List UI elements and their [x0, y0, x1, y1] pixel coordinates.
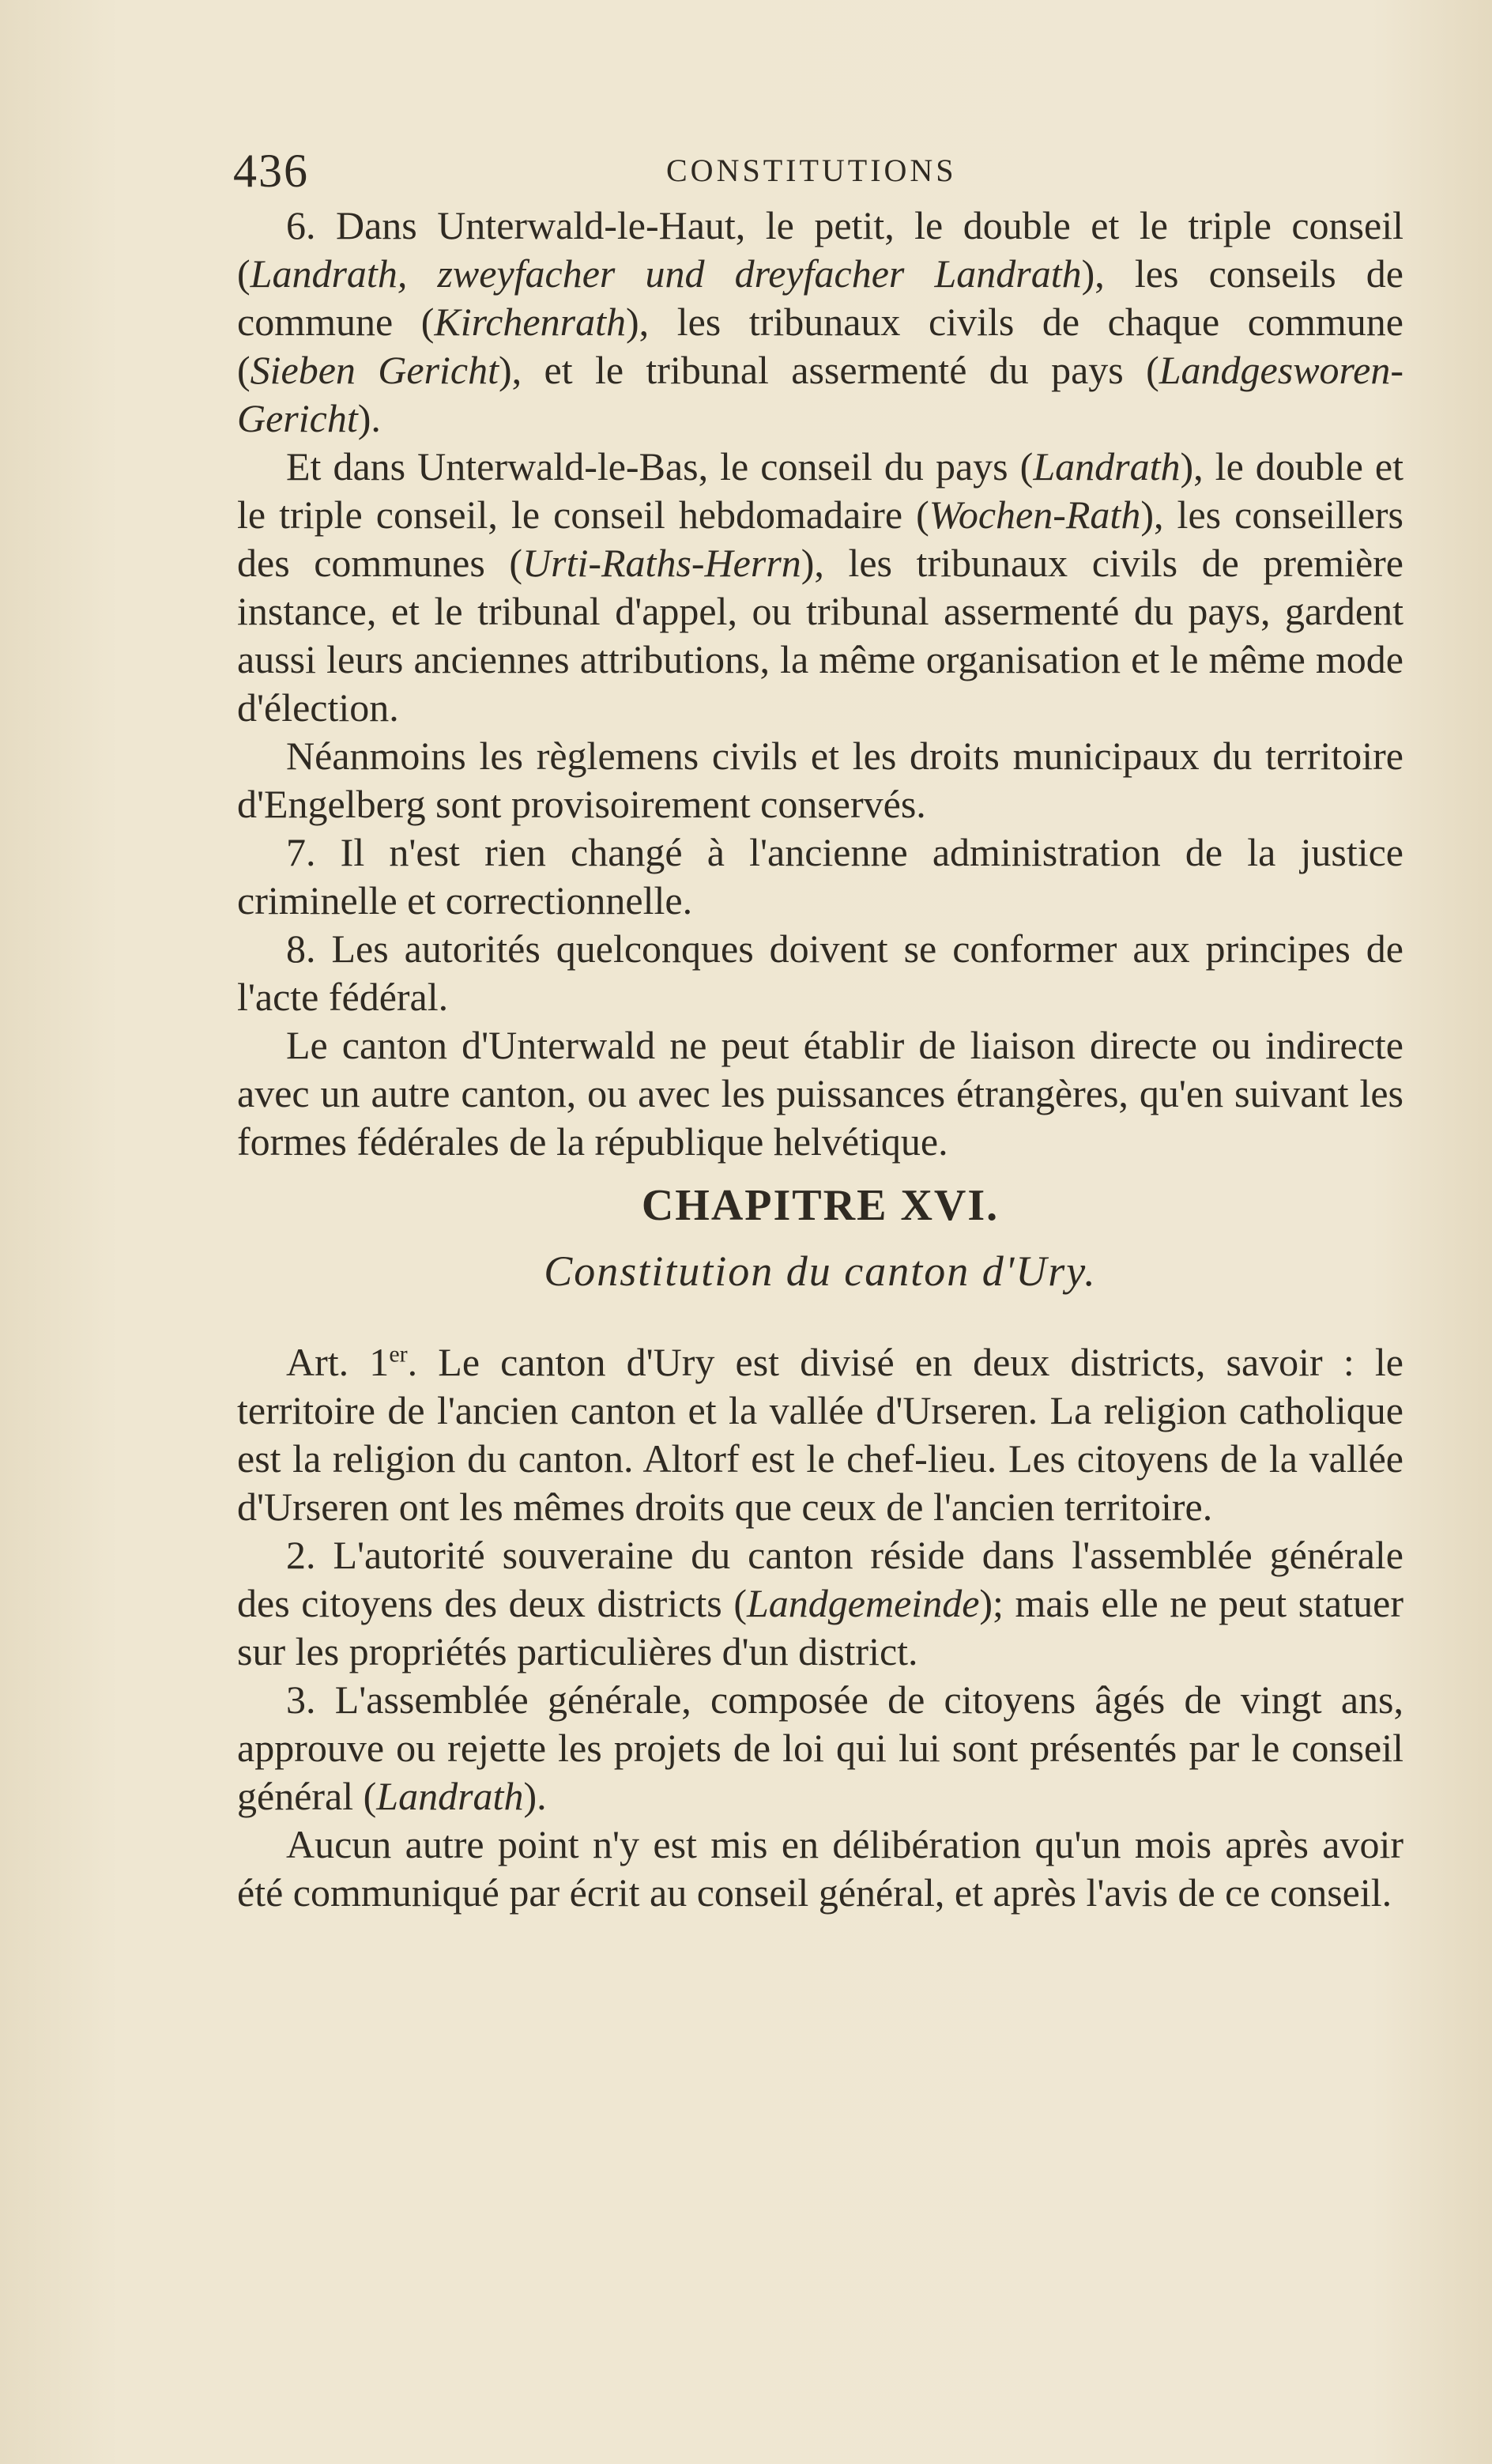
article-label: Art. 1: [286, 1340, 390, 1384]
italic-term: Landrath: [1033, 444, 1181, 489]
paragraph-canton-liaison: Le canton d'Unterwald ne peut établir de liaison directe ou indirecte avec un autre canton, ou avec les puissances étrangères, qu'en suivant les formes fédérales de la république helvétique.: [237, 1023, 1403, 1164]
page-header: [233, 139, 1403, 202]
running-head: CONSTITUTIONS: [666, 153, 957, 188]
paragraph-unterwald-le-bas: [237, 443, 1403, 732]
page-number: 436: [233, 145, 309, 197]
chapter-subtitle: Constitution du canton d'Ury.: [544, 1247, 1097, 1295]
italic-term: Wochen-Rath: [929, 492, 1141, 537]
italic-term: Landgemeinde: [747, 1581, 980, 1625]
paragraph-aucun-autre-point: Aucun autre point n'y est mis en délibération qu'un mois après avoir été communiqué par écrit au conseil général, et après l'avis de ce conseil.: [237, 1822, 1403, 1915]
italic-term: Sieben Gericht: [250, 348, 499, 392]
italic-term: Urti-Raths-Herrn: [522, 541, 801, 585]
text-run: ), les tribunaux civils de chaque commune (: [237, 300, 1403, 392]
text-run: ), et le tribunal assermenté du pays (: [499, 348, 1159, 392]
paragraph-article-7: 7. Il n'est rien changé à l'ancienne administration de la justice criminelle et correctionnelle.: [237, 830, 1403, 923]
paragraph-article-1: [237, 1338, 1403, 1531]
paragraph-article-6: [237, 202, 1403, 443]
paragraph-article-3: [237, 1676, 1403, 1821]
text-run: . Le canton d'Ury est divisé en deux districts, savoir : le territoire de l'ancien canton et la vallée d'Urseren. La religion catholique est la religion du canton. Altorf est le chef-lieu. Les citoyens de la vallée d'Urseren ont les mêmes droits que ceux de l'ancien territoire.: [237, 1340, 1403, 1529]
paragraph-neanmoins: Néanmoins les règlemens civils et les droits municipaux du territoire d'Engelberg sont provisoirement conservés.: [237, 734, 1403, 826]
paragraph-article-8: 8. Les autorités quelconques doivent se conformer aux principes de l'acte fédéral.: [237, 926, 1403, 1019]
italic-term: Landrath, zweyfacher und dreyfacher Landrath: [250, 251, 1082, 296]
text-run: ), les tribunaux civils de première instance, et le tribunal d'appel, ou tribunal assermenté du pays, gardent aussi leurs anciennes attributions, la même organisation et le même mode d'élection.: [237, 541, 1403, 730]
text-run: ), les conseillers des communes (: [237, 492, 1404, 585]
text-run: 6. Dans Unterwald-le-Haut, le petit, le double et le triple conseil (: [237, 203, 1403, 296]
italic-term: Kirchenrath: [434, 300, 626, 344]
text-run: ), les conseils de commune (: [237, 251, 1403, 344]
paragraph-article-2: [237, 1531, 1403, 1676]
chapter-title: CHAPITRE XVI.: [641, 1181, 1000, 1230]
text-run: ), le double et le triple conseil, le conseil hebdomadaire (: [237, 444, 1404, 537]
italic-term: Landgesworen-Gericht: [237, 348, 1403, 440]
ordinal-superscript: er: [389, 1341, 408, 1368]
text-run: ).: [357, 396, 381, 440]
text-run: ).: [523, 1774, 547, 1818]
text-run: 3. L'assemblée générale, composée de citoyens âgés de vingt ans, approuve ou rejette les projets de loi qui lui sont présentés par le conseil général (: [237, 1677, 1403, 1818]
text-run: Et dans Unterwald-le-Bas, le conseil du pays (: [286, 444, 1034, 489]
body-text: [237, 202, 1403, 1917]
italic-term: Landrath: [376, 1774, 524, 1818]
text-run: 2. L'autorité souveraine du canton réside dans l'assemblée générale des citoyens des deux districts (: [237, 1533, 1403, 1625]
text-run: ); mais elle ne peut statuer sur les propriétés particulières d'un district.: [237, 1581, 1403, 1673]
